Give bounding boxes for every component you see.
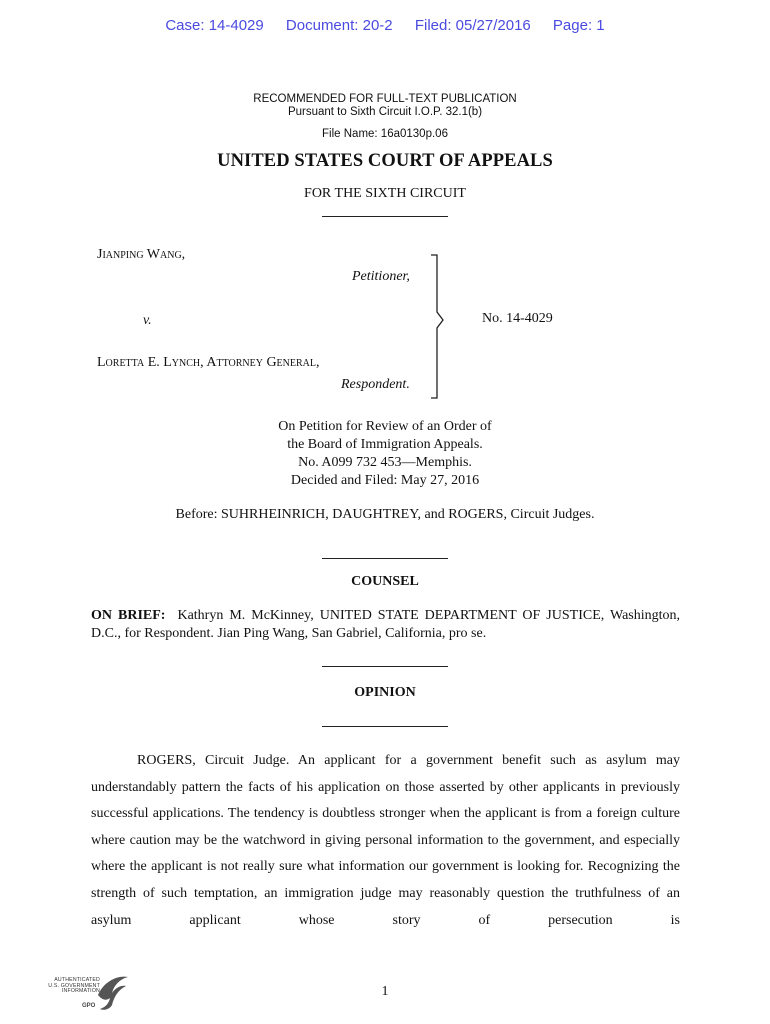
divider-rule [322, 216, 448, 217]
page-number-header: Page: 1 [552, 17, 605, 34]
page-number-footer: 1 [381, 984, 389, 999]
versus: v. [143, 313, 152, 328]
opinion-body [91, 748, 680, 934]
petitioner-name: Jianping Wang, [97, 247, 186, 262]
gpo-mark: GPO [82, 1003, 96, 1009]
divider-rule [322, 666, 448, 667]
decided-filed-date: Decided and Filed: May 27, 2016 [290, 473, 480, 488]
file-name: File Name: 16a0130p.06 [322, 128, 448, 140]
caption-case-number: No. 14-4029 [482, 311, 553, 326]
counsel-body: Kathryn M. McKinney, UNITED STATE DEPARTMENT OF JUSTICE, Washington, D.C., for Respondent. Jian Ping Wang, San Gabriel, California, pro se. [91, 608, 681, 641]
petition-line-1: On Petition for Review of an Order of [278, 419, 492, 434]
eagle-icon [94, 973, 130, 1013]
court-title: UNITED STATES COURT OF APPEALS [217, 151, 553, 171]
on-brief-label: ON BRIEF: [91, 608, 166, 623]
petition-line-3: No. A099 732 453—Memphis. [298, 455, 472, 470]
publication-pursuant: Pursuant to Sixth Circuit I.O.P. 32.1(b) [287, 106, 483, 118]
opinion-paragraph: ROGERS, Circuit Judge. An applicant for a government benefit such as asylum may understandably pattern the facts of his application on those asserted by other applicants in previously successful applications. The tendency is doubtless stronger when the applicant is from a foreign culture where caution may be the watchword in giving personal information to the government, and especially where the applicant is not really sure what information our government is looking for. Recognizing the strength of such temptation, an immigration judge may reasonably question the truthfulness of an asylum applicant whose story of persecution is [91, 753, 680, 928]
case-number-header: Case: 14-4029 [165, 17, 264, 34]
document-number-header: Document: 20-2 [285, 17, 393, 34]
court-circuit: FOR THE SIXTH CIRCUIT [304, 186, 466, 201]
counsel-heading: COUNSEL [351, 574, 419, 589]
respondent-name: Loretta E. Lynch, Attorney General, [97, 355, 320, 370]
divider-rule [322, 558, 448, 559]
divider-rule [322, 726, 448, 727]
respondent-role: Respondent. [341, 377, 410, 392]
filed-date-header: Filed: 05/27/2016 [414, 17, 531, 34]
panel-judges: Before: SUHRHEINRICH, DAUGHTREY, and ROGERS, Circuit Judges. [175, 507, 595, 522]
gpo-authentication-logo [44, 973, 134, 1013]
gpo-authentication-text: AUTHENTICATED U.S. GOVERNMENT INFORMATION [48, 977, 100, 995]
petition-info [0, 418, 770, 490]
petitioner-role: Petitioner, [352, 269, 410, 284]
caption-bracket [424, 254, 450, 400]
publication-recommendation: RECOMMENDED FOR FULL-TEXT PUBLICATION [253, 93, 517, 105]
counsel-text [91, 607, 680, 643]
opinion-heading: OPINION [354, 685, 416, 700]
petition-line-2: the Board of Immigration Appeals. [287, 437, 483, 452]
filing-header [0, 17, 770, 34]
